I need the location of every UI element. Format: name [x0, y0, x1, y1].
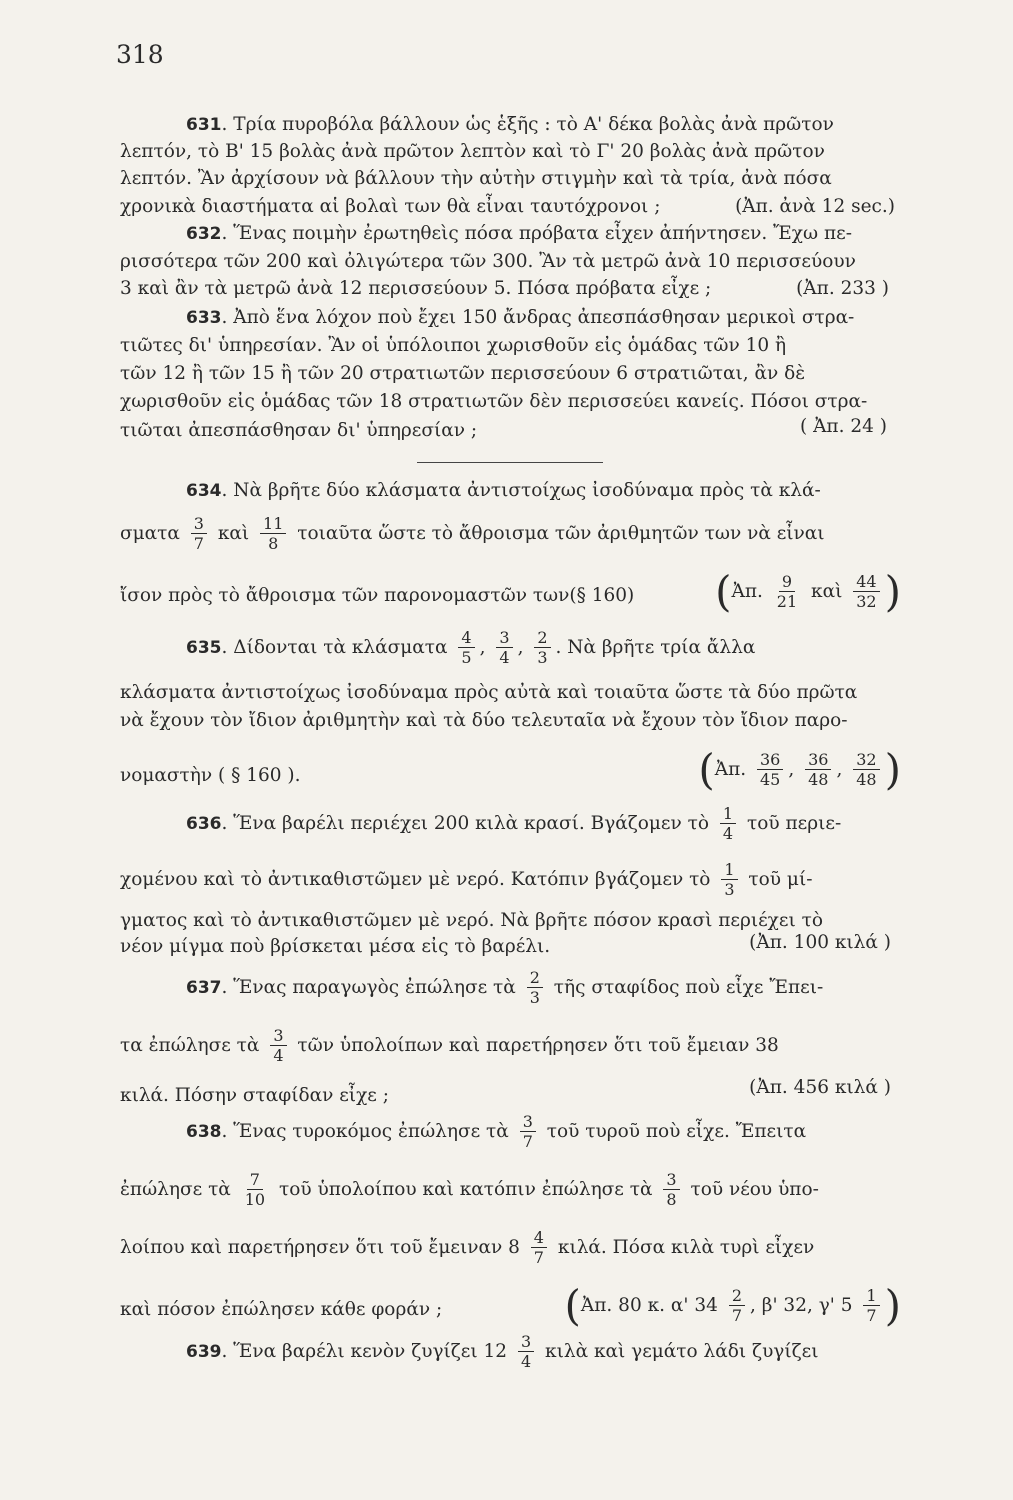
fraction: $\frac{4}{5}$ — [458, 630, 474, 666]
problem-637-line-1: 637. Ἕνας παραγωγὸς ἐπώλησε τὰ $\frac{2}{3}$ τῆς σταφίδος ποὺ εἶχε Ἔπει- — [186, 968, 824, 1007]
problem-637-line-3: κιλά. Πόσην σταφίδαν εἶχε ; — [120, 1085, 389, 1106]
fraction: $\frac{3}{4}$ — [496, 630, 512, 666]
problem-632-answer: (Ἀπ. 233 ) — [796, 278, 889, 299]
problem-633-line-5: τιῶται ἀπεσπάσθησαν δι' ὑπηρεσίαν ; — [120, 420, 478, 441]
problem-number: 635 — [186, 638, 222, 658]
fraction: $\frac{2}{3}$ — [527, 970, 543, 1006]
fraction: $\frac{4}{7}$ — [531, 1230, 547, 1266]
problem-number: 634 — [186, 481, 222, 501]
problem-number: 639 — [186, 1342, 222, 1362]
problem-633-line-1: 633. Ἀπὸ ἕνα λόχον ποὺ ἔχει 150 ἄνδρας ἀπεσπάσθησαν μερικοὶ στρα- — [186, 307, 855, 328]
fraction: $\frac{1}{3}$ — [721, 862, 737, 898]
fraction: $\frac{3}{7}$ — [191, 516, 207, 552]
problem-631-line-1: 631. Τρία πυροβόλα βάλλουν ὡς ἑξῆς : τὸ Α' δέκα βολὰς ἀνὰ πρῶτον — [186, 114, 834, 135]
problem-632-line-3: 3 καὶ ἂν τὰ μετρῶ ἀνὰ 12 περισσεύουν 5. Πόσα πρόβατα εἶχε ; — [120, 278, 712, 299]
problem-634-line-1: 634. Νὰ βρῆτε δύο κλάσματα ἀντιστοίχως ἰσοδύναμα πρὸς τὰ κλά- — [186, 480, 821, 501]
problem-634-answer: (Ἀπ. $\frac{9}{21}$ καὶ $\frac{44}{32}$ ) — [715, 567, 901, 616]
fraction: $\frac{11}{8}$ — [260, 516, 286, 552]
problem-636-answer: (Ἀπ. 100 κιλά ) — [749, 932, 891, 953]
problem-631-line-4: χρονικὰ διαστήματα αἱ βολαὶ των θὰ εἶναι ταυτόχρονοι ; — [120, 196, 661, 217]
problem-636-line-4: νέον μίγμα ποὺ βρίσκεται μέσα εἰς τὸ βαρέλι. — [120, 936, 551, 957]
problem-635-line-1: 635. Δίδονται τὰ κλάσματα $\frac{4}{5}$ , $\frac{3}{4}$ , $\frac{2}{3}$ . Νὰ βρῆτε τρία ἄλλα — [186, 628, 756, 667]
problem-632-line-1: 632. Ἕνας ποιμὴν ἐρωτηθεὶς πόσα πρόβατα εἶχεν ἀπήντησεν. Ἔχω πε- — [186, 223, 852, 244]
fraction: $\frac{9}{21}$ — [776, 572, 798, 611]
problem-number: 631 — [186, 115, 222, 135]
fraction: $\frac{36}{45}$ — [757, 752, 783, 788]
problem-636-line-3: γματος καὶ τὸ ἀντικαθιστῶμεν μὲ νερό. Νὰ βρῆτε πόσον κρασὶ περιέχει τὸ — [120, 910, 823, 931]
problem-634-line-2: σματα $\frac{3}{7}$ καὶ $\frac{11}{8}$ τοιαῦτα ὥστε τὸ ἄθροισμα τῶν ἀριθμητῶν των νὰ εἶναι — [120, 514, 825, 553]
problem-631-line-2: λεπτόν, τὸ Β' 15 βολὰς ἀνὰ πρῶτον λεπτὸν καὶ τὸ Γ' 20 βολὰς ἀνὰ πρῶτον — [120, 141, 825, 162]
problem-635-line-3: νὰ ἔχουν τὸν ἴδιον ἀριθμητὴν καὶ τὰ δύο τελευταῖα νὰ ἔχουν τὸν ἴδιον παρο- — [120, 710, 848, 731]
problem-637-line-2: τα ἐπώλησε τὰ $\frac{3}{4}$ τῶν ὑπολοίπων καὶ παρετήρησεν ὅτι τοῦ ἔμειαν 38 — [120, 1026, 779, 1065]
problem-number: 638 — [186, 1122, 222, 1142]
problem-632-line-2: ρισσότερα τῶν 200 καὶ ὀλιγώτερα τῶν 300. Ἂν τὰ μετρῶ ἀνὰ 10 περισσεύουν — [120, 251, 856, 272]
problem-631-answer: (Ἀπ. ἀνὰ 12 sec.) — [735, 196, 895, 217]
problem-638-line-4: καὶ πόσον ἐπώλησεν κάθε φοράν ; — [120, 1299, 443, 1320]
problem-635-line-2: κλάσματα ἀντιστοίχως ἰσοδύναμα πρὸς αὐτὰ καὶ τοιαῦτα ὥστε τὰ δύο πρῶτα — [120, 682, 858, 703]
fraction: $\frac{3}{4}$ — [518, 1334, 534, 1370]
fraction: $\frac{36}{48}$ — [805, 752, 831, 788]
problem-633-line-4: χωρισθοῦν εἰς ὁμάδας τῶν 18 στρατιωτῶν δὲν περισσεύει κανείς. Πόσοι στρα- — [120, 391, 868, 412]
problem-633-line-2: τιῶτες δι' ὑπηρεσίαν. Ἂν οἱ ὑπόλοιποι χωρισθοῦν εἰς ὁμάδας τῶν 10 ἢ — [120, 335, 787, 356]
problem-638-line-3: λοίπου καὶ παρετήρησεν ὅτι τοῦ ἔμειναν 8 $\frac{4}{7}$ κιλά. Πόσα κιλὰ τυρὶ εἶχεν — [120, 1228, 815, 1267]
fraction: $\frac{2}{7}$ — [729, 1288, 745, 1324]
fraction: $\frac{3}{8}$ — [663, 1172, 679, 1208]
problem-638-answer: (Ἀπ. 80 κ. α' 34 $\frac{2}{7}$ , β' 32, γ' 5 $\frac{1}{7}$ ) — [564, 1281, 901, 1330]
fraction: $\frac{2}{3}$ — [534, 630, 550, 666]
fraction: $\frac{44}{32}$ — [853, 574, 879, 610]
problem-number: 633 — [186, 308, 222, 328]
fraction: $\frac{32}{48}$ — [853, 752, 879, 788]
page-number: 318 — [116, 40, 164, 69]
problem-number: 632 — [186, 224, 222, 244]
fraction: $\frac{7}{10}$ — [244, 1170, 266, 1209]
fraction: $\frac{1}{4}$ — [720, 806, 736, 842]
problem-631-line-3: λεπτόν. Ἂν ἀρχίσουν νὰ βάλλουν τὴν αὐτὴν στιγμὴν καὶ τὰ τρία, ἀνὰ πόσα — [120, 168, 832, 189]
problem-638-line-1: 638. Ἕνας τυροκόμος ἐπώλησε τὰ $\frac{3}{7}$ τοῦ τυροῦ ποὺ εἶχε. Ἔπειτα — [186, 1112, 807, 1151]
problem-637-answer: (Ἀπ. 456 κιλά ) — [749, 1077, 891, 1098]
problem-635-line-4: νομαστὴν ( § 160 ). — [120, 765, 301, 786]
problem-number: 636 — [186, 814, 222, 834]
section-divider — [417, 462, 603, 463]
problem-633-answer: ( Ἀπ. 24 ) — [799, 416, 887, 437]
problem-633-line-3: τῶν 12 ἢ τῶν 15 ἢ τῶν 20 στρατιωτῶν περισσεύουν 6 στρατιῶται, ἂν δὲ — [120, 363, 806, 384]
fraction: $\frac{3}{4}$ — [270, 1028, 286, 1064]
problem-639-line-1: 639. Ἕνα βαρέλι κενὸν ζυγίζει 12 $\frac{3}{4}$ κιλὰ καὶ γεμάτο λάδι ζυγίζει — [186, 1332, 819, 1371]
problem-634-line-3: ἴσον πρὸς τὸ ἄθροισμα τῶν παρονομαστῶν των(§ 160) — [120, 585, 635, 606]
problem-number: 637 — [186, 978, 222, 998]
problem-638-line-2: ἐπώλησε τὰ $\frac{7}{10}$ τοῦ ὑπολοίπου καὶ κατόπιν ἐπώλησε τὰ $\frac{3}{8}$ τοῦ νέου ὑπο- — [120, 1170, 819, 1209]
problem-636-line-1: 636. Ἕνα βαρέλι περιέχει 200 κιλὰ κρασί. Βγάζομεν τὸ $\frac{1}{4}$ τοῦ περιε- — [186, 804, 842, 843]
fraction: $\frac{3}{7}$ — [520, 1114, 536, 1150]
problem-636-line-2: χομένου καὶ τὸ ἀντικαθιστῶμεν μὲ νερό. Κατόπιν βγάζομεν τὸ $\frac{1}{3}$ τοῦ μί- — [120, 860, 813, 899]
problem-635-answer: (Ἀπ. $\frac{36}{45}$ , $\frac{36}{48}$ , $\frac{32}{48}$ ) — [698, 745, 901, 794]
fraction: $\frac{1}{7}$ — [863, 1288, 879, 1324]
